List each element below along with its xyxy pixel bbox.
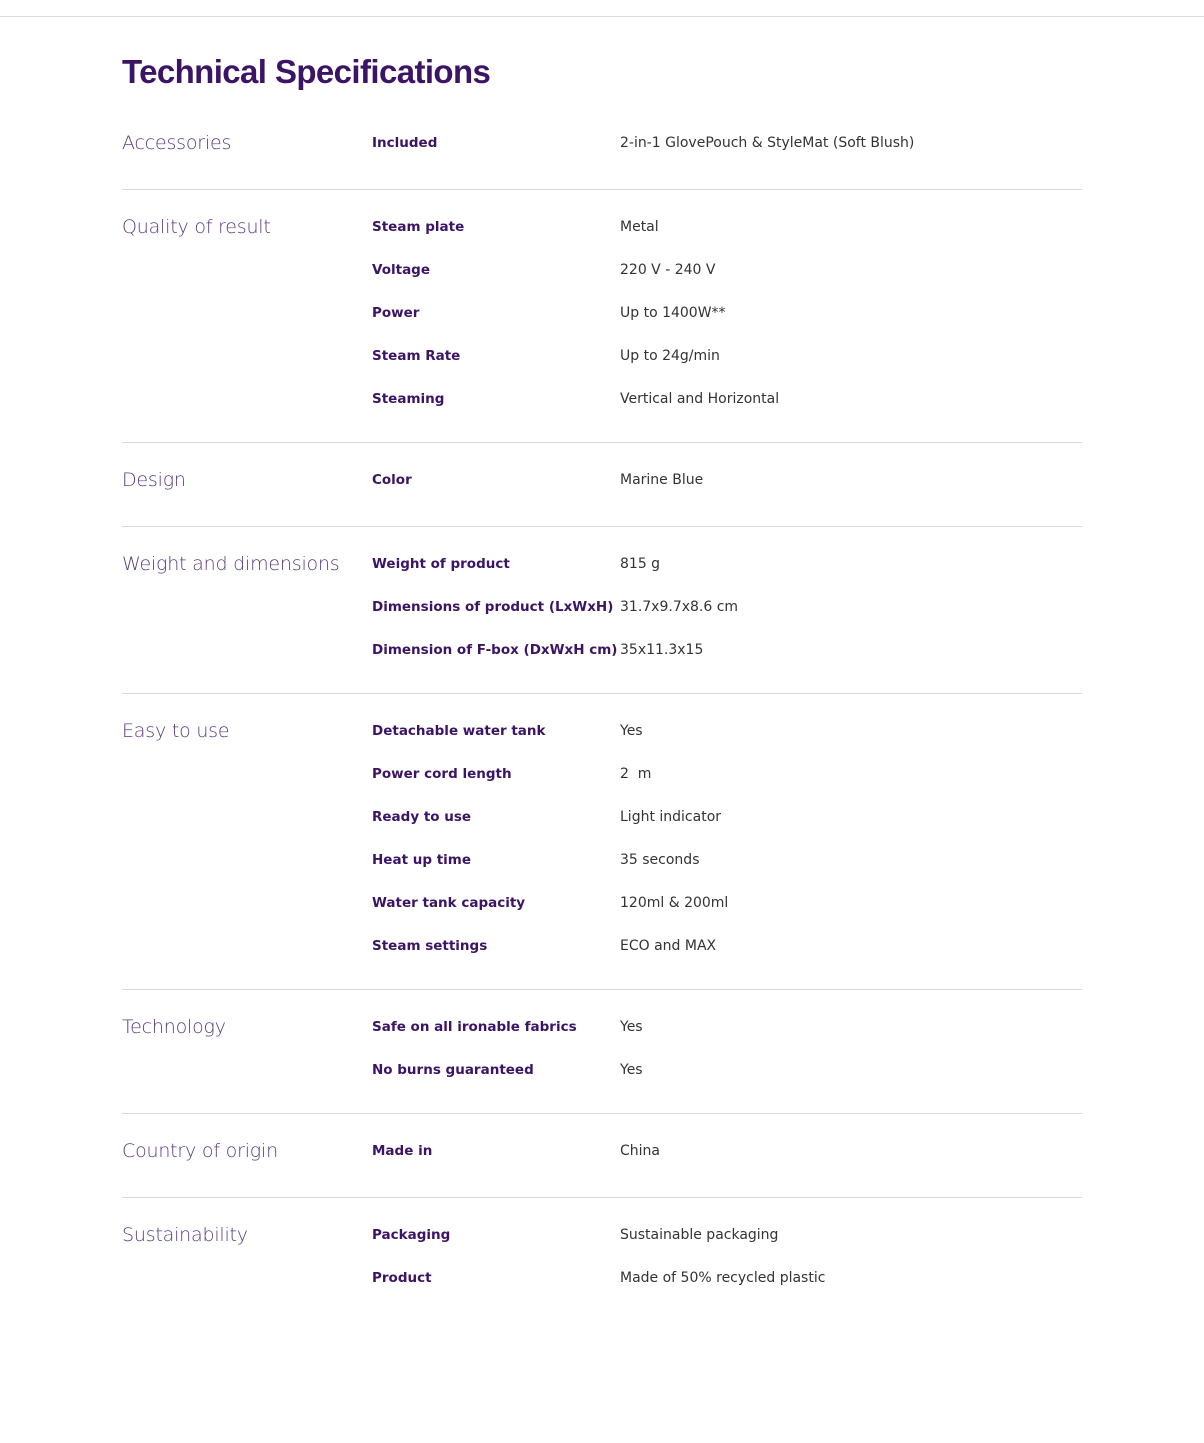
spec-row <box>372 345 1082 388</box>
spec-section-country-of-origin <box>122 1114 1082 1198</box>
spec-value: 120ml & 200ml <box>620 895 729 911</box>
spec-label: Steam settings <box>372 938 488 954</box>
spec-value: China <box>620 1143 660 1159</box>
spec-label: Color <box>372 472 412 488</box>
spec-value: Yes <box>620 723 643 739</box>
spec-value: 815 g <box>620 556 661 572</box>
spec-label: Steam Rate <box>372 348 461 364</box>
spec-label: Product <box>372 1270 432 1286</box>
spec-label: Heat up time <box>372 852 471 868</box>
spec-label: Safe on all ironable fabrics <box>372 1019 577 1035</box>
spec-value: Made of 50% recycled plastic <box>620 1270 826 1286</box>
spec-row <box>372 132 1082 154</box>
spec-section-accessories <box>122 122 1082 190</box>
spec-rows <box>372 216 1082 410</box>
spec-section-easy-to-use <box>122 694 1082 990</box>
spec-value: 35x11.3x15 <box>620 642 704 658</box>
spec-section-weight-and-dimensions <box>122 527 1082 694</box>
spec-label: Power <box>372 305 420 321</box>
spec-label: Dimensions of product (LxWxH) <box>372 599 614 615</box>
section-title: Accessories <box>122 132 232 154</box>
spec-rows <box>372 720 1082 957</box>
spec-value: 2 m <box>620 766 652 782</box>
spec-row <box>372 806 1082 849</box>
spec-row <box>372 596 1082 639</box>
spec-rows <box>372 1224 1082 1289</box>
spec-label: Water tank capacity <box>372 895 526 911</box>
spec-value: Yes <box>620 1062 643 1078</box>
spec-row <box>372 216 1082 259</box>
spec-rows <box>372 1016 1082 1081</box>
section-title: Technology <box>122 1016 226 1038</box>
spec-row <box>372 763 1082 806</box>
section-title: Sustainability <box>122 1224 248 1246</box>
spec-row <box>372 935 1082 957</box>
spec-row <box>372 639 1082 661</box>
spec-row <box>372 849 1082 892</box>
spec-section-quality-of-result <box>122 190 1082 443</box>
spec-label: Steam plate <box>372 219 465 235</box>
spec-sections <box>122 122 1082 1321</box>
spec-row <box>372 1140 1082 1162</box>
spec-label: Made in <box>372 1143 433 1159</box>
spec-value: 35 seconds <box>620 852 700 868</box>
spec-value: Metal <box>620 219 659 235</box>
section-title: Country of origin <box>122 1140 278 1162</box>
spec-section-technology <box>122 990 1082 1114</box>
spec-rows <box>372 1140 1082 1165</box>
top-divider <box>0 16 1204 17</box>
spec-value: Light indicator <box>620 809 722 825</box>
section-title: Weight and dimensions <box>122 553 340 575</box>
spec-section-sustainability <box>122 1198 1082 1321</box>
spec-row <box>372 259 1082 302</box>
spec-row <box>372 892 1082 935</box>
spec-value: Yes <box>620 1019 643 1035</box>
spec-rows <box>372 132 1082 157</box>
spec-label: Steaming <box>372 391 445 407</box>
spec-value: 31.7x9.7x8.6 cm <box>620 599 739 615</box>
section-title: Easy to use <box>122 720 230 742</box>
spec-rows <box>372 469 1082 494</box>
spec-row <box>372 302 1082 345</box>
spec-row <box>372 553 1082 596</box>
spec-row <box>372 1059 1082 1081</box>
spec-rows <box>372 553 1082 661</box>
spec-label: Dimension of F-box (DxWxH cm) <box>372 642 618 658</box>
spec-section-design <box>122 443 1082 527</box>
spec-value: 220 V - 240 V <box>620 262 716 278</box>
spec-label: Power cord length <box>372 766 512 782</box>
spec-row <box>372 1267 1082 1289</box>
spec-label: Weight of product <box>372 556 510 572</box>
spec-value: Sustainable packaging <box>620 1227 779 1243</box>
spec-label: No burns guaranteed <box>372 1062 534 1078</box>
spec-row <box>372 720 1082 763</box>
spec-row <box>372 388 1082 410</box>
page-title: Technical Specifications <box>122 53 491 90</box>
spec-value: Marine Blue <box>620 472 704 488</box>
spec-row <box>372 1016 1082 1059</box>
spec-label: Included <box>372 135 438 151</box>
spec-label: Voltage <box>372 262 430 278</box>
section-title: Design <box>122 469 186 491</box>
spec-row <box>372 1224 1082 1267</box>
spec-value: Vertical and Horizontal <box>620 391 780 407</box>
spec-row <box>372 469 1082 491</box>
spec-label: Packaging <box>372 1227 451 1243</box>
spec-label: Ready to use <box>372 809 472 825</box>
spec-value: 2-in-1 GlovePouch & StyleMat (Soft Blush) <box>620 135 915 151</box>
spec-value: Up to 24g/min <box>620 348 720 364</box>
section-title: Quality of result <box>122 216 271 238</box>
spec-label: Detachable water tank <box>372 723 546 739</box>
spec-value: Up to 1400W** <box>620 305 726 321</box>
spec-value: ECO and MAX <box>620 938 717 954</box>
